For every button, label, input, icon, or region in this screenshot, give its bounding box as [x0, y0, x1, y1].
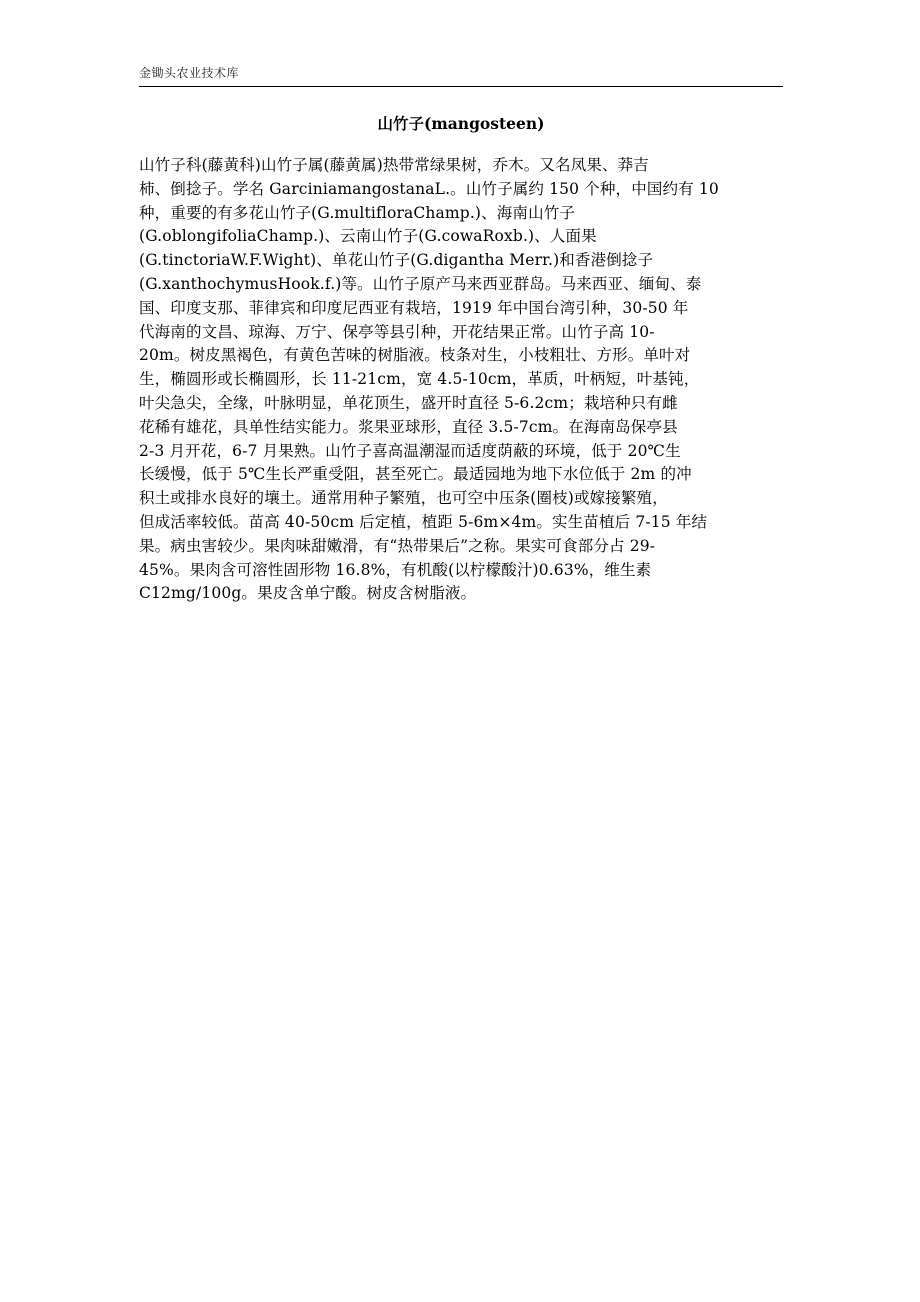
body-line: 45%。果肉含可溶性固形物 16.8%，有机酸(以柠檬酸汁)0.63%，维生素 — [139, 560, 652, 579]
body-line: 叶尖急尖，全缘，叶脉明显，单花顶生，盛开时直径 5-6.2cm；栽培种只有雌 — [139, 393, 678, 412]
body-line: (G.oblongifoliaChamp.)、云南山竹子(G.cowaRoxb.)、人面果 — [139, 227, 597, 246]
body-line: 积土或排水良好的壤土。通常用种子繁殖，也可空中压条(圈枝)或嫁接繁殖， — [139, 489, 668, 508]
body-line: (G.tinctoriaW.F.Wight)、单花山竹子(G.digantha Merr.)和香港倒捻子 — [139, 251, 654, 270]
body-line: 柿、倒捻子。学名 GarciniamangostanaL.。山竹子属约 150 个种，中国约有 10 — [139, 179, 719, 198]
body-line: 长缓慢，低于 5℃生长严重受阻，甚至死亡。最适园地为地下水位低于 2m 的冲 — [139, 465, 692, 484]
body-line: 果。病虫害较少。果肉味甜嫩滑，有“热带果后”之称。果实可食部分占 29- — [139, 536, 656, 555]
document-body — [139, 154, 783, 606]
header-text: 金锄头农业技术库 — [139, 66, 240, 80]
page-header — [139, 62, 783, 87]
body-line: C12mg/100g。果皮含单宁酸。树皮含树脂液。 — [139, 584, 477, 603]
body-line: 20m。树皮黑褐色，有黄色苦味的树脂液。枝条对生，小枝粗壮、方形。单叶对 — [139, 346, 691, 365]
body-line: 2-3 月开花，6-7 月果熟。山竹子喜高温潮湿而适度荫蔽的环境，低于 20℃生 — [139, 441, 681, 460]
body-line: 国、印度支那、菲律宾和印度尼西亚有栽培，1919 年中国台湾引种，30-50 年 — [139, 298, 689, 317]
document-title: 山竹子(mangosteen) — [377, 114, 545, 133]
body-line: 山竹子科(藤黄科)山竹子属(藤黄属)热带常绿果树，乔木。又名凤果、莽吉 — [139, 156, 649, 174]
body-line: 但成活率较低。苗高 40-50cm 后定植，植距 5-6m×4m。实生苗植后 7-15 年结 — [139, 512, 708, 531]
body-line: (G.xanthochymusHook.f.)等。山竹子原产马来西亚群岛。马来西亚、缅甸、泰 — [139, 274, 702, 293]
body-line: 生，椭圆形或长椭圆形，长 11-21cm，宽 4.5-10cm，革质，叶柄短，叶基钝， — [139, 370, 700, 389]
body-line: 种，重要的有多花山竹子(G.multifloraChamp.)、海南山竹子 — [139, 203, 576, 222]
body-line: 代海南的文昌、琼海、万宁、保亭等县引种，开花结果正常。山竹子高 10- — [139, 322, 655, 341]
body-line: 花稀有雄花，具单性结实能力。浆果亚球形，直径 3.5-7cm。在海南岛保亭县 — [139, 417, 678, 436]
